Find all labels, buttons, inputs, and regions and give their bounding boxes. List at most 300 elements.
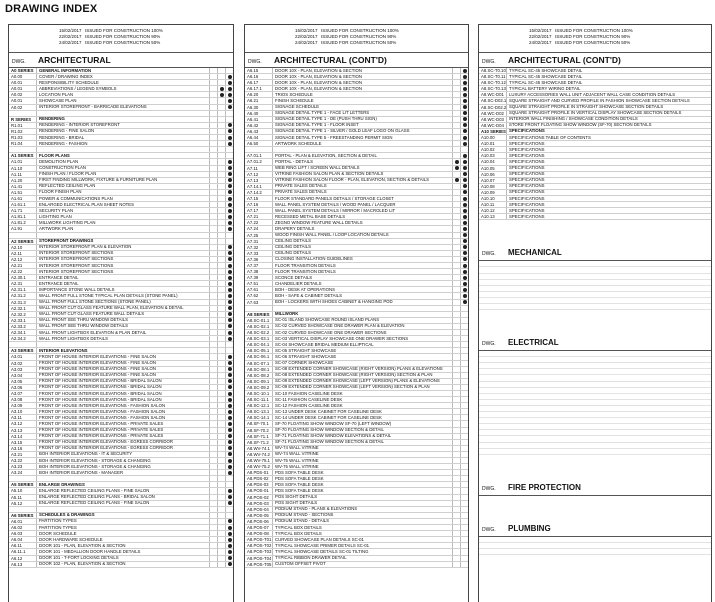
issue-mark-cell xyxy=(225,166,233,171)
drawing-title: SC-03 VERTICAL DISPLAY SHOWCASE ONE DRAWER SECTIONS xyxy=(275,336,409,341)
issue-mark-cell xyxy=(452,495,460,500)
drawing-number: A6.41 xyxy=(245,117,273,122)
drawing-number xyxy=(9,233,37,238)
drawing-number: A2.32.1 xyxy=(9,306,37,311)
issued-dot-icon xyxy=(463,184,467,188)
issue-mark-cell xyxy=(209,336,217,341)
drawing-title: SPECIFICATIONS xyxy=(509,208,545,213)
drawing-number: A1.91 xyxy=(9,226,37,231)
issue-mark-cell xyxy=(209,129,217,134)
drawing-title: GENERAL INFORMATION xyxy=(39,68,92,73)
issue-history xyxy=(245,25,468,53)
drawing-title: SPECIFICATIONS xyxy=(509,159,545,164)
issue-mark-cell xyxy=(225,403,233,408)
issue-mark-cell xyxy=(460,190,468,195)
issue-mark-cell xyxy=(225,184,233,189)
drawing-title: TYPICAL BOX DETAILS xyxy=(275,525,322,530)
issued-dot-icon xyxy=(463,111,467,115)
issued-dot-icon xyxy=(228,501,232,505)
issue-mark-cell xyxy=(209,190,217,195)
drawing-number: A7.63 xyxy=(245,300,273,305)
issue-mark-cell xyxy=(452,86,460,91)
issued-dot-icon xyxy=(463,215,467,219)
drawing-number: R1.01 xyxy=(9,123,37,128)
issued-dot-icon xyxy=(463,123,467,127)
drawing-number: A7.31 xyxy=(245,239,273,244)
drawing-title: SPECIFICATIONS xyxy=(509,141,545,146)
issue-mark-cell xyxy=(225,440,233,445)
dwg-label: DWG. xyxy=(482,59,496,65)
drawing-number: A3.05 xyxy=(9,379,37,384)
issue-date: 15/02/2017 xyxy=(295,28,318,33)
drawing-number: A3.02 xyxy=(9,361,37,366)
drawing-title: FLOOR FINISH PLAN xyxy=(39,189,82,195)
issue-mark-cell xyxy=(217,147,225,152)
issue-date: 24/02/2017 xyxy=(59,40,82,46)
drawing-title: SF-70 FLOATING SHOW WINDOW SECTION & DETAIL xyxy=(275,427,384,433)
issue-mark-cell xyxy=(452,233,460,238)
drawing-number: A2.22 xyxy=(9,269,37,274)
issue-mark-cell xyxy=(460,245,468,250)
drawing-title: SPECIFICATIONS xyxy=(509,128,545,134)
issue-mark-cell xyxy=(209,68,217,73)
drawing-number: A3 SERIES xyxy=(9,348,37,353)
drawing-number: A10.08 xyxy=(479,184,507,189)
issued-dot-icon xyxy=(228,440,232,444)
drawing-number: A3.15 xyxy=(9,440,37,445)
drawing-title: SPECIFICATIONS xyxy=(509,183,545,189)
issued-dot-icon xyxy=(228,562,232,566)
drawing-number: A7.39 xyxy=(245,275,273,280)
issue-mark-cell xyxy=(460,293,468,298)
drawing-number: A6.17 xyxy=(245,80,273,85)
issue-mark-cell xyxy=(460,275,468,280)
issue-mark-cell xyxy=(225,507,233,512)
issue-mark-cell xyxy=(209,263,217,268)
drawing-number: A10.01 xyxy=(479,141,507,146)
drawing-number: A8.PDS-03 xyxy=(245,482,273,487)
issue-mark-cell xyxy=(225,159,233,164)
issued-dot-icon xyxy=(228,136,232,140)
drawing-title: PDS SOFA TABLE DESK xyxy=(275,476,324,481)
issue-mark-cell xyxy=(225,543,233,548)
issue-mark-cell xyxy=(460,336,468,341)
issue-mark-cell xyxy=(217,495,225,500)
issue-mark-cell xyxy=(217,123,225,128)
issue-mark-cell xyxy=(460,361,468,366)
index-column-2 xyxy=(244,24,469,602)
drawing-number: A6.42 xyxy=(245,123,273,128)
drawing-title: TRIOS SCHEDULE xyxy=(275,92,313,97)
drawing-number: A8.SF-71.1 xyxy=(245,434,273,439)
drawing-title: ENLARGE DRAWINGS xyxy=(39,482,85,487)
issue-mark-cell xyxy=(209,281,217,286)
drawing-number: A8.SF-70.2 xyxy=(245,428,273,433)
issue-entry xyxy=(295,40,468,46)
issue-mark-cell xyxy=(209,135,217,140)
issue-mark-cell xyxy=(209,293,217,298)
issue-mark-cell xyxy=(209,482,217,487)
issue-mark-cell xyxy=(225,239,233,244)
drawing-number: A1.61.1 xyxy=(9,202,37,207)
issued-dot-icon xyxy=(463,209,467,213)
issue-mark-cell xyxy=(225,300,233,305)
issue-mark-cell xyxy=(209,428,217,433)
issue-mark-cell xyxy=(225,415,233,420)
issue-mark-cell xyxy=(452,141,460,146)
issue-mark-cell xyxy=(209,245,217,250)
issue-mark-cell xyxy=(209,415,217,420)
issued-dot-icon xyxy=(220,87,224,91)
issue-mark-cell xyxy=(225,379,233,384)
issue-mark-cell xyxy=(225,105,233,110)
drawing-number: A10.12 xyxy=(479,208,507,213)
issue-mark-cell xyxy=(225,452,233,457)
issue-mark-cell xyxy=(452,245,460,250)
issued-dot-icon xyxy=(228,434,232,438)
drawing-number: A1.41 xyxy=(9,184,37,189)
issue-mark-cell xyxy=(460,159,468,164)
drawing-number: A6.50 xyxy=(245,141,273,146)
issued-dot-icon xyxy=(228,410,232,414)
issue-mark-cell xyxy=(452,556,460,561)
issue-mark-cell xyxy=(217,440,225,445)
issue-mark-cell xyxy=(217,348,225,353)
drawing-title: SF-71 FLOATING SHOW WINDOW ELEVATIONS & DETAIL xyxy=(275,433,392,439)
issue-mark-cell xyxy=(460,208,468,213)
issue-mark-cell xyxy=(452,178,460,183)
drawing-title: FRONT OF HOUSE INTERIOR ELEVATIONS - FASHION SALON xyxy=(39,409,166,414)
issue-mark-cell xyxy=(209,501,217,506)
drawing-number: A3.11 xyxy=(9,415,37,420)
drawing-title: RENDERING - INTERIOR STOREFRONT xyxy=(39,122,120,128)
drawing-title: SIGNAGE DETAIL TYPE 1 - FACE LIT LETTERS xyxy=(275,110,370,116)
issue-mark-cell xyxy=(452,153,460,158)
issue-mark-cell xyxy=(452,537,460,542)
drawing-number: A8.SC-T0.13 xyxy=(481,86,506,92)
issue-mark-cell xyxy=(217,458,225,463)
drawing-title: FRONT OF HOUSE INTERIOR ELEVATIONS - BRIDAL SALON xyxy=(39,397,162,402)
drawing-number: A6.12 xyxy=(9,556,37,561)
drawing-number: A2.31 xyxy=(9,281,37,286)
issue-mark-cell xyxy=(209,251,217,256)
issue-date: 15/02/2017 xyxy=(59,28,82,33)
issue-mark-cell xyxy=(209,306,217,311)
drawing-title: ENLARGE REFLECTED CEILING PLANS - BRIDAL SALON xyxy=(39,494,155,500)
issued-dot-icon xyxy=(463,197,467,201)
issue-mark-cell xyxy=(225,391,233,396)
issued-dot-icon xyxy=(228,312,232,316)
issued-dot-icon xyxy=(463,75,467,79)
drawing-title: SPECIFICATIONS xyxy=(509,214,545,219)
drawing-title: SCHEDULES & DRAWINGS xyxy=(39,512,95,518)
issue-mark-cell xyxy=(209,269,217,274)
section-heading xyxy=(479,310,711,351)
issue-mark-cell xyxy=(209,452,217,457)
issue-mark-cell xyxy=(209,543,217,548)
drawing-number: A3.01 xyxy=(9,354,37,359)
issue-mark-cell xyxy=(460,196,468,201)
drawing-number: A3.08 xyxy=(9,397,37,402)
issue-mark-cell xyxy=(209,440,217,445)
section-heading xyxy=(9,53,233,68)
issued-dot-icon xyxy=(228,373,232,377)
drawing-number: A2.31.2 xyxy=(9,293,37,298)
drawing-title: SC-12 FASHION CASELINE DESK xyxy=(275,403,343,408)
issue-mark-cell xyxy=(460,470,468,475)
issue-mark-cell xyxy=(460,531,468,536)
issued-dot-icon xyxy=(228,318,232,322)
issued-dot-icon xyxy=(463,69,467,73)
issue-mark-cell xyxy=(225,92,233,97)
drawing-title: FINISH PLAN / FLOOR PLAN xyxy=(39,171,97,177)
issued-dot-icon xyxy=(228,282,232,286)
issued-dot-icon xyxy=(228,264,232,268)
issue-mark-cell xyxy=(460,367,468,372)
drawing-title: FRONT OF HOUSE INTERIOR ELEVATIONS - FASHION SALON xyxy=(39,403,166,408)
issue-mark-cell xyxy=(217,434,225,439)
issue-mark-cell xyxy=(225,68,233,73)
issued-dot-icon xyxy=(228,288,232,292)
issue-mark-cell xyxy=(209,562,217,567)
issue-mark-cell xyxy=(225,434,233,439)
issue-mark-cell xyxy=(225,336,233,341)
issue-mark-cell xyxy=(460,80,468,85)
issue-mark-cell xyxy=(217,68,225,73)
issue-mark-cell xyxy=(460,409,468,414)
issue-mark-cell xyxy=(452,507,460,512)
issue-mark-cell xyxy=(452,269,460,274)
issue-mark-cell xyxy=(209,172,217,177)
drawing-title: POS SIGHT DETAILS xyxy=(275,494,318,500)
drawing-number: A7.16 xyxy=(245,202,273,207)
issue-mark-cell xyxy=(460,153,468,158)
issued-dot-icon xyxy=(228,428,232,432)
issue-mark-cell xyxy=(460,428,468,433)
drawing-title: SC-02 CURVED SHOWCASE ONE DRAWER PLAN & ELEVATION xyxy=(275,323,405,329)
issue-mark-cell xyxy=(209,147,217,152)
drawing-title: BOH - DESK AT OPERATIONS xyxy=(275,287,335,292)
drawing-title: WV-74 WALL VITRINE xyxy=(275,445,319,451)
issue-mark-cell xyxy=(217,543,225,548)
issue-mark-cell xyxy=(209,373,217,378)
drawing-number: A8.POS-04 xyxy=(245,507,273,512)
issue-mark-cell xyxy=(452,488,460,493)
drawing-number: A10.06 xyxy=(479,172,507,177)
issue-mark-cell xyxy=(209,239,217,244)
issue-mark-cell xyxy=(452,129,460,134)
issue-mark-cell xyxy=(460,379,468,384)
issue-mark-cell xyxy=(460,68,468,73)
drawing-title: DOOR 102 - PLAN, ELEVATION & SECTION xyxy=(39,561,126,567)
issue-mark-cell xyxy=(217,415,225,420)
issue-mark-cell xyxy=(225,367,233,372)
issue-mark-cell xyxy=(452,147,460,152)
drawing-number: A8.POS-T01 xyxy=(247,537,272,543)
issue-mark-cell xyxy=(217,421,225,426)
drawing-number: A8.SF-70.1 xyxy=(245,421,273,426)
issued-dot-icon xyxy=(463,264,467,268)
drawing-title: FRONT OF HOUSE INTERIOR ELEVATIONS - EGRESS CORRIDOR xyxy=(39,439,173,445)
section-title: MECHANICAL xyxy=(508,248,562,258)
drawing-title: PARTITION TYPES xyxy=(39,518,77,524)
drawing-number: A1.11 xyxy=(9,172,37,177)
drawing-title: PODIUM STAND - DETAILS xyxy=(275,518,330,524)
issue-mark-cell xyxy=(460,214,468,219)
drawing-number: A7.22 xyxy=(245,220,273,225)
issued-dot-icon xyxy=(228,184,232,188)
drawing-number: A6.20 xyxy=(245,92,273,97)
section-title: ARCHITECTURAL (CONT'D) xyxy=(274,55,387,65)
drawing-number: A8.SF-71.2 xyxy=(245,440,273,445)
drawing-title: PARTITION TYPES xyxy=(39,525,77,530)
issue-mark-cell xyxy=(452,208,460,213)
issue-mark-cell xyxy=(209,348,217,353)
drawing-title: WV-75 WALL VITRINE xyxy=(275,458,319,463)
issue-mark-cell xyxy=(217,513,225,518)
drawing-title: WALL FRONT FULL STONE TYPICAL PLAN DETAILS (STONE PANEL) xyxy=(39,293,178,299)
issue-mark-cell xyxy=(225,263,233,268)
drawing-number: A10 SERIES xyxy=(481,128,506,134)
issue-mark-cell xyxy=(209,513,217,518)
drawing-title: FIRST FINDING MILLWORK, FIXTURE & FURNITURE PLAN xyxy=(39,177,158,183)
drawing-number: A7.33 xyxy=(245,251,273,256)
issue-mark-cell xyxy=(225,141,233,146)
drawing-title: SC-13 UNDER DESK CABINET FOR CASELINE DESK xyxy=(275,409,382,414)
drawing-row xyxy=(245,562,468,568)
issued-dot-icon xyxy=(463,300,467,304)
drawing-number: A8.SC-01.1 xyxy=(245,318,273,323)
issued-dot-icon xyxy=(463,178,467,182)
drawing-number: A8.SC-T0.11 xyxy=(481,74,506,80)
issue-mark-cell xyxy=(217,452,225,457)
drawing-title: INTERIOR STOREFRONT SECTIONS xyxy=(39,269,114,274)
issue-date: 24/02/2017 xyxy=(529,40,552,46)
drawing-number: A7.24 xyxy=(245,226,273,231)
issue-mark-cell xyxy=(460,233,468,238)
drawing-title: FRONT OF HOUSE INTERIOR ELEVATIONS - PRIVATE SALES xyxy=(39,433,164,439)
drawing-number: A8.POS-02 xyxy=(245,495,273,500)
issue-mark-cell xyxy=(452,348,460,353)
issue-mark-cell xyxy=(217,263,225,268)
index-column-1 xyxy=(8,24,234,602)
issue-mark-cell xyxy=(209,92,217,97)
issued-dot-icon xyxy=(228,221,232,225)
issue-mark-cell xyxy=(209,470,217,475)
issue-mark-cell xyxy=(452,525,460,530)
issue-mark-cell xyxy=(225,214,233,219)
drawing-number: A6.15 xyxy=(245,68,273,73)
issue-mark-cell xyxy=(225,330,233,335)
section-heading xyxy=(479,496,711,537)
issue-mark-cell xyxy=(452,330,460,335)
issue-mark-cell xyxy=(460,117,468,122)
issue-mark-cell xyxy=(452,519,460,524)
issue-mark-cell xyxy=(452,80,460,85)
issued-dot-icon xyxy=(463,233,467,237)
issue-mark-cell xyxy=(209,98,217,103)
drawing-title: SPECIFICATIONS xyxy=(509,202,545,207)
drawing-title: FRONT OF HOUSE INTERIOR ELEVATIONS - PRIVATE SALES xyxy=(39,427,164,433)
drawing-number: A8.SC-08.1 xyxy=(245,367,273,372)
drawing-number: A8.POS-07 xyxy=(245,525,273,530)
issue-mark-cell xyxy=(209,488,217,493)
issue-mark-cell xyxy=(217,361,225,366)
issue-mark-cell xyxy=(460,172,468,177)
drawing-number xyxy=(9,476,37,481)
issue-mark-cell xyxy=(452,257,460,262)
issue-mark-cell xyxy=(460,135,468,140)
issued-dot-icon xyxy=(463,154,467,158)
issue-mark-cell xyxy=(225,117,233,122)
issue-mark-cell xyxy=(460,257,468,262)
issue-mark-cell xyxy=(460,464,468,469)
drawing-title: ARTWORK SCHEDULE xyxy=(275,141,322,146)
issue-mark-cell xyxy=(209,434,217,439)
issued-dot-icon xyxy=(228,398,232,402)
issue-mark-cell xyxy=(217,287,225,292)
issue-mark-cell xyxy=(225,178,233,183)
drawing-number: A7.12 xyxy=(245,172,273,177)
drawing-number: A8.POS-05 xyxy=(245,513,273,518)
drawing-number xyxy=(9,342,37,347)
section-title: ARCHITECTURAL (CONT'D) xyxy=(508,55,621,65)
drawing-title: ENTRANCE DETAIL xyxy=(39,281,79,286)
issued-dot-icon xyxy=(228,142,232,146)
issue-mark-cell xyxy=(217,464,225,469)
issue-mark-cell xyxy=(209,159,217,164)
drawing-title: DRAPERY DETAILS xyxy=(275,226,315,231)
issue-mark-cell xyxy=(225,476,233,481)
issued-dot-icon xyxy=(228,544,232,548)
drawing-title: STORE FRONT FLOATING SHOW WINDOW (SF-70) SECTION DETAILS xyxy=(509,122,652,128)
drawing-title: SPECIFICATIONS xyxy=(509,153,545,158)
drawing-number: A8.SC-11.1 xyxy=(245,397,273,402)
issue-mark-cell xyxy=(452,159,460,164)
issued-dot-icon xyxy=(455,178,459,182)
issue-mark-cell xyxy=(225,531,233,536)
drawing-number: A8.SC-08.2 xyxy=(245,373,273,378)
issue-mark-cell xyxy=(460,421,468,426)
drawing-title: CEILING DETAILS xyxy=(275,250,311,256)
drawing-title: BOH INTERIOR ELEVATIONS - MANAGER xyxy=(39,470,124,475)
drawing-number: A8.WV-75.2 xyxy=(245,464,273,469)
drawing-title: MILLWORK xyxy=(275,311,299,317)
issue-mark-cell xyxy=(452,92,460,97)
drawing-title: FLOOR TRANSITION DETAILS xyxy=(275,263,336,268)
issued-dot-icon xyxy=(228,190,232,194)
issued-dot-icon xyxy=(228,227,232,231)
issue-mark-cell xyxy=(217,86,225,91)
issue-mark-cell xyxy=(460,549,468,554)
issue-mark-cell xyxy=(209,324,217,329)
issue-mark-cell xyxy=(452,336,460,341)
drawing-number: A1.20 xyxy=(9,178,37,183)
drawing-title: RECESSED METAL BASE DETAILS xyxy=(275,214,346,219)
issue-mark-cell xyxy=(452,287,460,292)
drawing-title: MILLWORK LIGHTING PLAN xyxy=(39,220,96,225)
drawing-number: A7.14.2 xyxy=(245,190,273,195)
drawing-title: FLOOR TRANSITION DETAILS xyxy=(275,269,336,274)
issue-mark-cell xyxy=(217,117,225,122)
issued-dot-icon xyxy=(228,306,232,310)
issue-mark-cell xyxy=(460,556,468,561)
issue-mark-cell xyxy=(209,525,217,530)
issued-dot-icon xyxy=(463,87,467,91)
drawing-number: A2.31.3 xyxy=(9,300,37,305)
issue-mark-cell xyxy=(209,220,217,225)
drawing-title: SIGNAGE DETAIL TYPE 1 - DE (PUSH THRU SIGN) xyxy=(275,116,377,122)
